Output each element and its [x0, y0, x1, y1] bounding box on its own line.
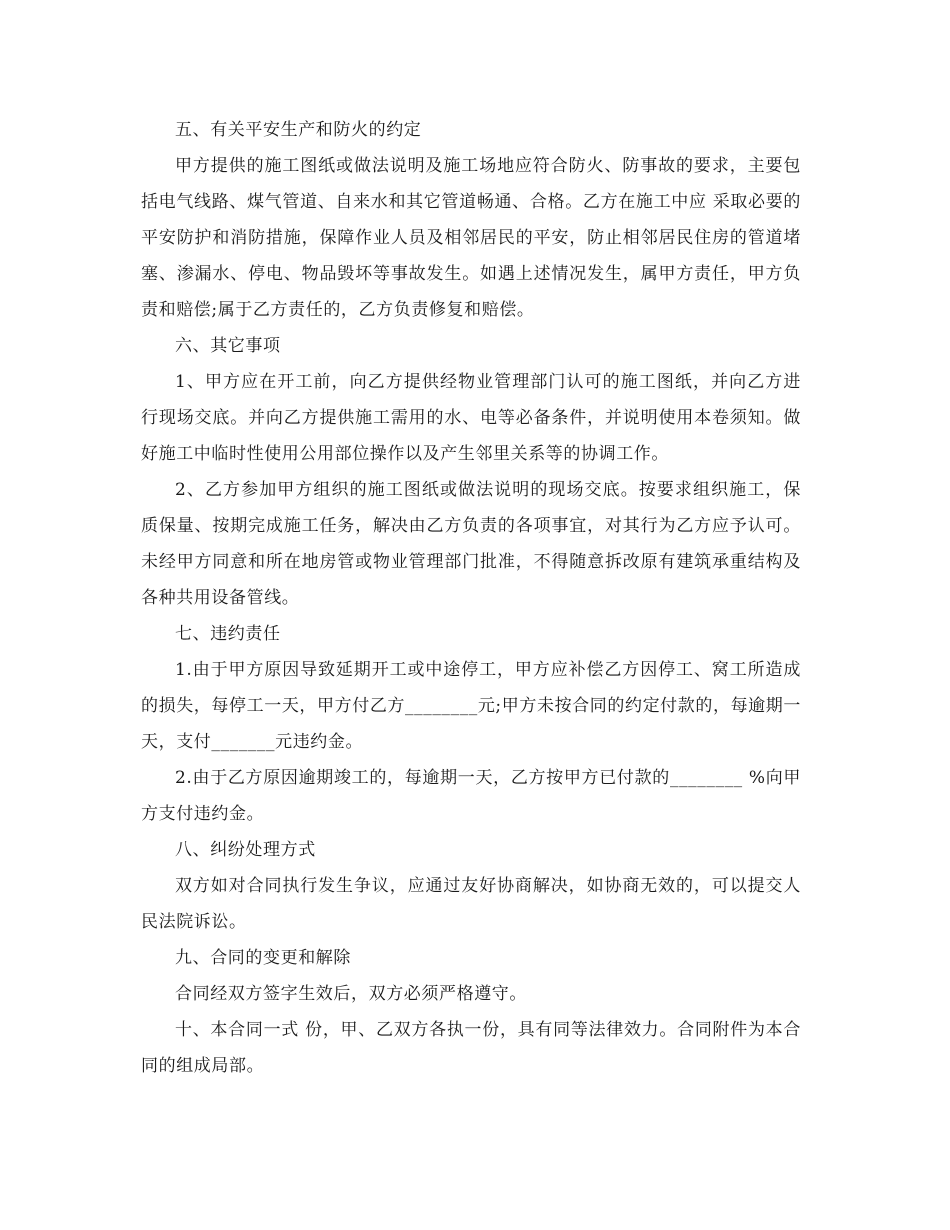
paragraph-safety: 甲方提供的施工图纸或做法说明及施工场地应符合防火、防事故的要求，主要包括电气线路、煤气管道、自来水和其它管道畅通、合格。乙方在施工中应 采取必要的平安防护和消防措施，保障作业人员及相邻居民的平安，防止相邻居民住房的管道堵塞、渗漏水、停电、物品毁坏等事故发生。如遇上述情况发生，属甲方责任，甲方负责和赔偿;属于乙方责任的，乙方负责修复和赔偿。: [141, 156, 801, 320]
paragraph-other-2: 2、乙方参加甲方组织的施工图纸或做法说明的现场交底。按要求组织施工，保质保量、按期完成施工任务，解决由乙方负责的各项事宜，对其行为乙方应予认可。未经甲方同意和所在地房管或物业管理部门批准，不得随意拆改原有建筑承重结构及各种共用设备管线。: [141, 480, 801, 608]
paragraph-breach-1: 1.由于甲方原因导致延期开工或中途停工，甲方应补偿乙方因停工、窝工所造成的损失，每停工一天，甲方付乙方________元;甲方未按合同的约定付款的，每逾期一天，支付_______元违约金。: [141, 660, 801, 752]
paragraph-changes: 合同经双方签字生效后，双方必须严格遵守。: [175, 984, 527, 1004]
paragraph-other-1: 1、甲方应在开工前，向乙方提供经物业管理部门认可的施工图纸，并向乙方进行现场交底。并向乙方提供施工需用的水、电等必备条件，并说明使用本卷须知。做好施工中临时性使用公用部位操作以及产生邻里关系等的协调工作。: [141, 372, 801, 464]
paragraph-breach-2: 2.由于乙方原因逾期竣工的，每逾期一天，乙方按甲方已付款的________ %向甲方支付违约金。: [141, 768, 801, 824]
section-heading-disputes: 八、纠纷处理方式: [175, 840, 316, 860]
section-heading-safety: 五、有关平安生产和防火的约定: [175, 120, 422, 140]
paragraph-disputes: 双方如对合同执行发生争议，应通过友好协商解决，如协商无效的，可以提交人民法院诉讼。: [141, 876, 801, 932]
section-heading-breach: 七、违约责任: [175, 624, 281, 644]
paragraph-copies: 十、本合同一式 份，甲、乙双方各执一份，具有同等法律效力。合同附件为本合同的组成局部。: [141, 1020, 801, 1076]
section-heading-other-matters: 六、其它事项: [175, 336, 281, 356]
section-heading-changes: 九、合同的变更和解除: [175, 948, 351, 968]
document-body: [141, 112, 801, 1084]
